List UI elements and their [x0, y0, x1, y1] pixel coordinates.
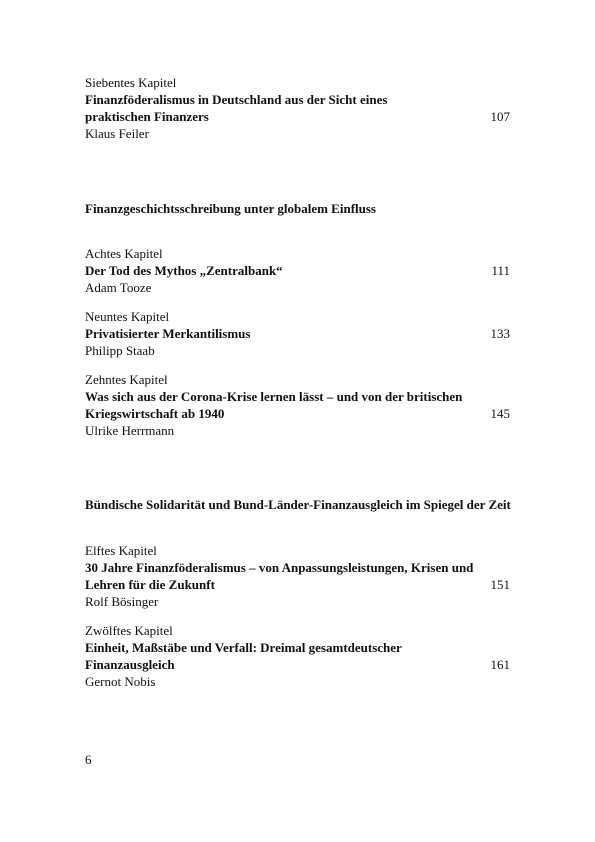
chapter-number: Zwölftes Kapitel — [85, 623, 173, 638]
chapter-number: Siebentes Kapitel — [85, 75, 177, 90]
toc-entry-chapter-9 — [85, 308, 510, 359]
page-number: 161 — [490, 657, 510, 672]
chapter-title-line-1: Finanzföderalismus in Deutschland aus der Sicht eines — [85, 92, 388, 107]
chapter-number: Neuntes Kapitel — [85, 309, 170, 324]
chapter-title-text: Finanzausgleich — [85, 657, 175, 672]
page-number: 145 — [490, 406, 510, 421]
chapter-title-line-1: Einheit, Maßstäbe und Verfall: Dreimal gesamtdeutscher — [85, 640, 402, 655]
chapter-number: Elftes Kapitel — [85, 543, 157, 558]
chapter-title-line-1 — [85, 262, 510, 279]
chapter-title-line-2 — [85, 405, 510, 422]
page-number: 151 — [490, 577, 510, 592]
page-number: 133 — [490, 326, 510, 341]
chapter-author: Adam Tooze — [85, 280, 152, 295]
toc-entry-chapter-11 — [85, 542, 510, 610]
chapter-title-line-1: Was sich aus der Corona-Krise lernen lässt – und von der britischen — [85, 389, 463, 404]
page-number: 111 — [491, 263, 510, 278]
chapter-title-text: Lehren für die Zukunft — [85, 577, 215, 592]
chapter-title-line-2 — [85, 108, 510, 125]
chapter-title-text: Kriegswirtschaft ab 1940 — [85, 406, 225, 421]
chapter-author: Rolf Bösinger — [85, 594, 159, 609]
chapter-title-line-2 — [85, 576, 510, 593]
chapter-title-line-1: 30 Jahre Finanzföderalismus – von Anpassungsleistungen, Krisen und — [85, 560, 474, 575]
toc-entry-chapter-12 — [85, 622, 510, 690]
chapter-number: Zehntes Kapitel — [85, 372, 168, 387]
page-folio: 6 — [85, 752, 92, 767]
chapter-title-line-1 — [85, 325, 510, 342]
chapter-author: Philipp Staab — [85, 343, 155, 358]
chapter-author: Gernot Nobis — [85, 674, 156, 689]
chapter-number: Achtes Kapitel — [85, 246, 163, 261]
chapter-title-line-2 — [85, 656, 510, 673]
chapter-title-text: Privatisierter Merkantilismus — [85, 326, 251, 341]
toc-entry-chapter-10 — [85, 371, 510, 439]
chapter-title-text: Der Tod des Mythos „Zentralbank“ — [85, 263, 283, 278]
chapter-author: Ulrike Herrmann — [85, 423, 175, 438]
chapter-author: Klaus Feiler — [85, 126, 149, 141]
page-number: 107 — [490, 109, 510, 124]
section-heading-finanzgeschichtsschreibung: Finanzgeschichtsschreibung unter globalem Einfluss — [85, 201, 376, 216]
chapter-title-text: praktischen Finanzers — [85, 109, 209, 124]
toc-entry-chapter-7 — [85, 74, 510, 142]
toc-entry-chapter-8 — [85, 245, 510, 296]
section-heading-buendische-solidaritaet: Bündische Solidarität und Bund-Länder-Finanzausgleich im Spiegel der Zeit — [85, 497, 511, 512]
